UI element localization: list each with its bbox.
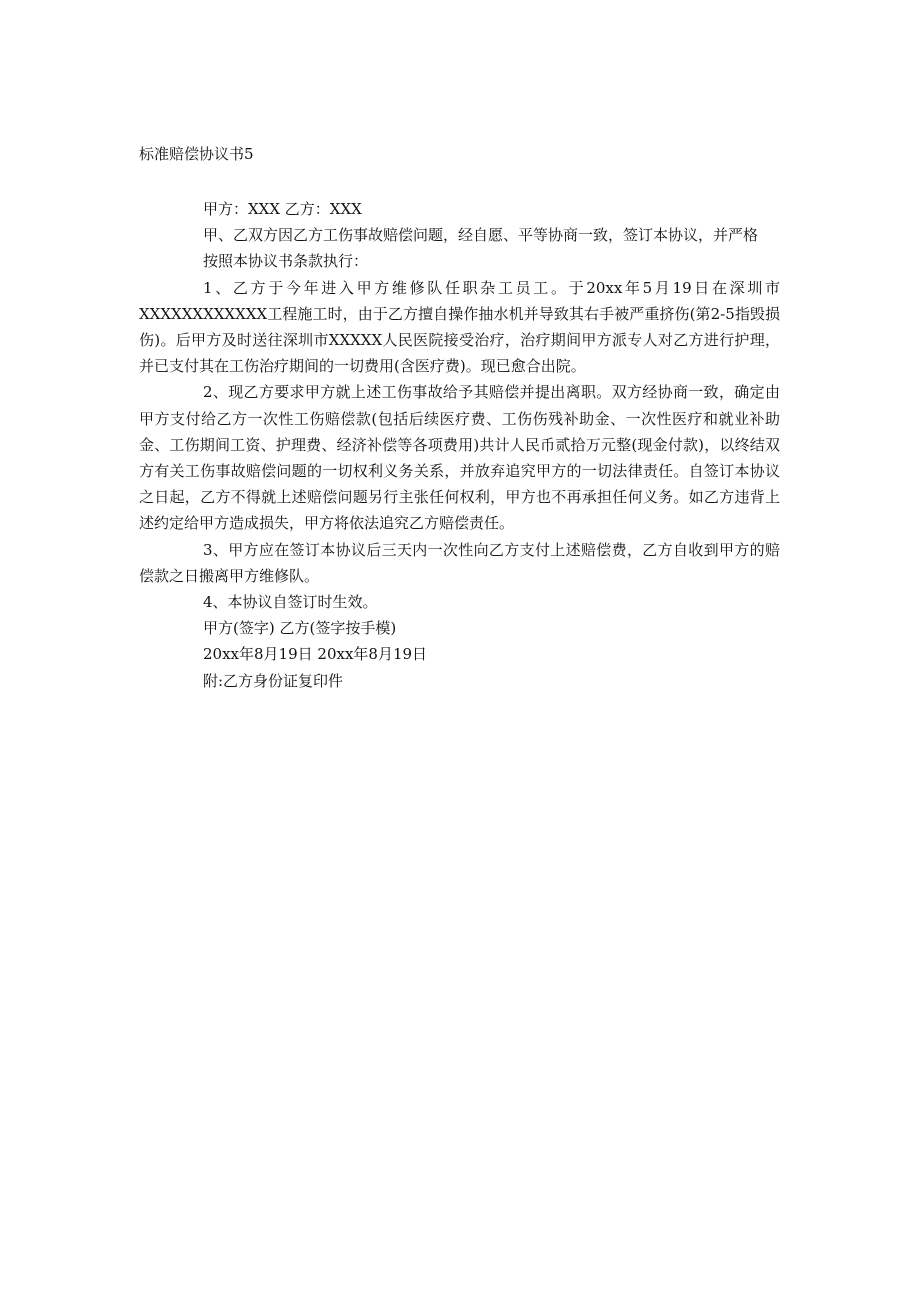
date-line: 20xx年8月19日 20xx年8月19日 xyxy=(203,645,428,664)
clause-2: 2、现乙方要求甲方就上述工伤事故给予其赔偿并提出离职。双方经协商一致，确定由甲方支付给乙方一次性工伤赔偿款(包括后续医疗费、工伤伤残补助金、一次性医疗和就业补助金、工伤期间工资、护理费、经济补偿等各项费用)共计人民币贰拾万元整(现金付款)，以终结双方有关工伤事故赔偿问题的一切权利义务关系，并放弃追究甲方的一切法律责任。自签订本协议之日起，乙方不得就上述赔偿问题另行主张任何权利，甲方也不再承担任何义务。如乙方违背上述约定给甲方造成损失，甲方将依法追究乙方赔偿责任。 xyxy=(139,383,780,533)
attachment-line: 附:乙方身份证复印件 xyxy=(203,671,344,690)
parties-line: 甲方：XXX 乙方：XXX xyxy=(203,200,362,218)
signature-line: 甲方(签字) 乙方(签字按手模) xyxy=(203,619,397,638)
intro-continuation: 按照本协议书条款执行： xyxy=(203,252,369,271)
intro-paragraph: 甲、乙双方因乙方工伤事故赔偿问题，经自愿、平等协商一致，签订本协议，并严格 xyxy=(203,226,759,245)
document-title: 标准赔偿协议书5 xyxy=(139,145,254,163)
clause-4: 4、本协议自签订时生效。 xyxy=(203,593,378,612)
clause-1: 1、乙方于今年进入甲方维修队任职杂工员工。于20xx年5月19日在深圳市XXXXXXXXXXXX工程施工时，由于乙方擅自操作抽水机并导致其右手被严重挤伤(第2-5指毁损伤)。后甲方及时送往深圳市XXXXX人民医院接受治疗，治疗期间甲方派专人对乙方进行护理，并已支付其在工伤治疗期间的一切费用(含医疗费)。现已愈合出院。 xyxy=(139,278,780,376)
clause-3: 3、甲方应在签订本协议后三天内一次性向乙方支付上述赔偿费，乙方自收到甲方的赔偿款之日搬离甲方维修队。 xyxy=(139,540,780,585)
document-body xyxy=(139,196,780,694)
